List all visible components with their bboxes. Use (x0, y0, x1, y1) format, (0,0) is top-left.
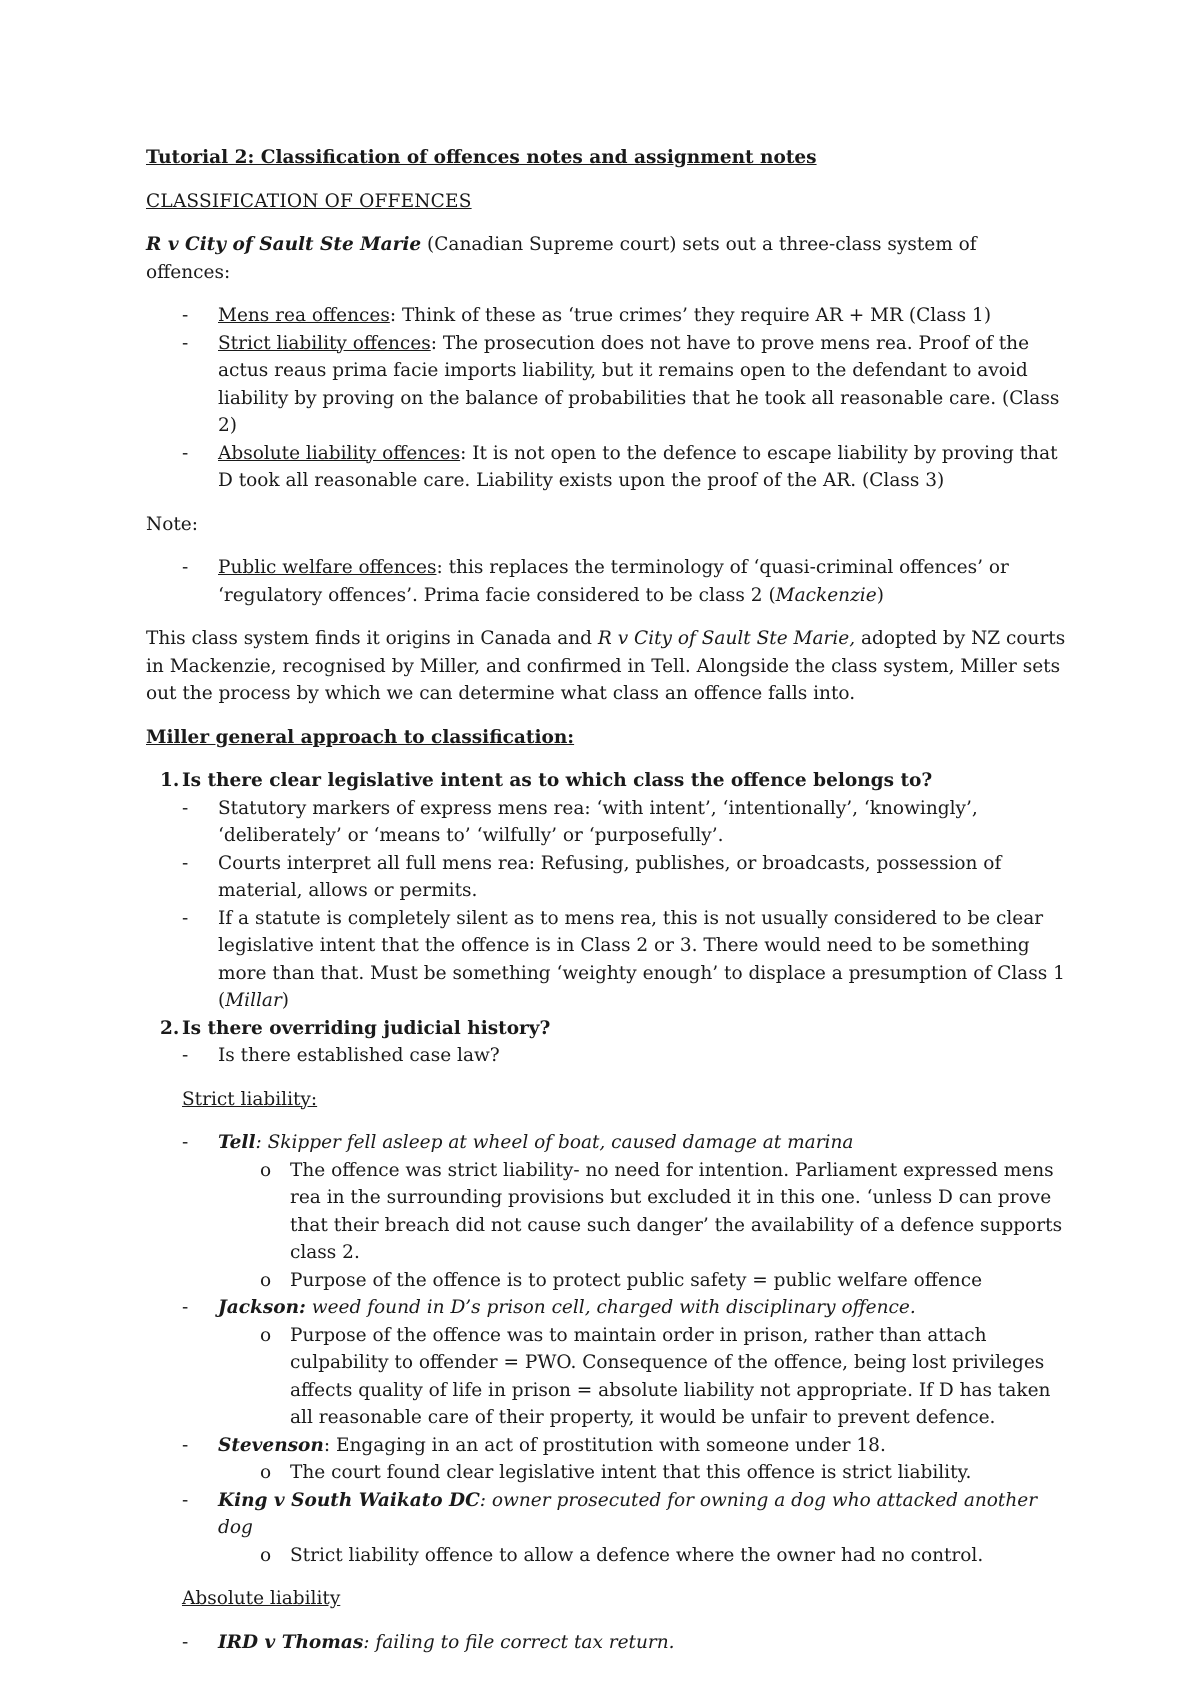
case-name: IRD v Thomas (218, 1631, 364, 1653)
note-end: ) (876, 584, 884, 606)
document-body (146, 144, 1066, 1672)
case-facts: : owner prosecuted for owning a dog who attacked another dog (218, 1489, 1038, 1538)
case-name: Tell (218, 1132, 256, 1153)
list-item: - Is there established case law? (146, 1042, 1066, 1070)
origin-paragraph (146, 625, 1066, 708)
case-item (146, 1294, 1066, 1432)
point-end: ) (281, 990, 290, 1011)
list-item (146, 302, 1066, 330)
question-points (182, 795, 1066, 1015)
case-facts: weed found in D’s prison cell, charged with disciplinary offence. (305, 1297, 916, 1318)
list-item: o Purpose of the offence was to maintain order in prison, rather than attach culpability to offender = PWO. Consequence of the offence, being lost privileges affects quality of life in prison = absolute liability not appropriate. If D has taken all reasonable care of their property, it would be unfair to prevent defence. (146, 1322, 1066, 1432)
section-heading-classification: CLASSIFICATION OF OFFENCES (146, 190, 472, 212)
question-item (146, 1015, 1066, 1070)
case-name: Millar (225, 990, 282, 1011)
question-item (146, 767, 1066, 1015)
list-item (146, 905, 1066, 1015)
case-name: Stevenson (218, 1434, 324, 1456)
class-term: Mens rea offences (218, 305, 390, 326)
question-text: Is there overriding judicial history? (182, 1017, 551, 1039)
note-label: Note: (146, 513, 198, 535)
case-item (146, 1129, 1066, 1294)
list-item (146, 440, 1066, 495)
question-number: 2. (160, 1017, 180, 1039)
case-name: Jackson: (218, 1297, 306, 1318)
absolute-case-list (146, 1629, 1066, 1657)
origin-text: adopted by NZ courts in Mackenzie, recognised by Miller, and confirmed in Tell. Alongside the class system, Miller sets out the process by which we can determine what class an offence falls into. (146, 628, 1066, 704)
case-item (146, 1629, 1066, 1657)
list-item (146, 330, 1066, 440)
class-text: : Think of these as ‘true crimes’ they require AR + MR (Class 1) (389, 305, 992, 326)
list-item: - Statutory markers of express mens rea: ‘with intent’, ‘intentionally’, ‘knowingly’, ‘deliberately’ or ‘means to’ ‘wilfully’ or ‘purposefully’. (146, 795, 1066, 850)
case-facts: : Skipper fell asleep at wheel of boat, caused damage at marina (255, 1132, 854, 1153)
class-term: Absolute liability offences (218, 442, 461, 464)
case-points (218, 1157, 1066, 1295)
case-points (218, 1459, 1066, 1487)
case-points (218, 1322, 1066, 1432)
class-text: : It is not open to the defence to escape liability by proving that D took all reasonable care. Liability exists upon the proof of the AR. (Class 3) (218, 442, 1058, 491)
origin-text: This class system finds it origins in Canada and (146, 628, 598, 649)
case-points (218, 1542, 1066, 1570)
list-item: - Courts interpret all full mens rea: Refusing, publishes, or broadcasts, possession of material, allows or permits. (146, 850, 1066, 905)
case-name: Mackenzie (775, 584, 877, 606)
case-name: King v South Waikato DC (218, 1489, 480, 1511)
intro-paragraph (146, 231, 1066, 286)
note-list (146, 554, 1066, 609)
absolute-liability-heading: Absolute liability (182, 1588, 341, 1609)
case-name: R v City of Sault Ste Marie, (597, 628, 856, 649)
list-item: o The court found clear legislative intent that this offence is strict liability. (146, 1459, 1066, 1487)
question-points (182, 1042, 1066, 1070)
list-item (146, 554, 1066, 609)
case-name: R v City of Sault Ste Marie (146, 234, 422, 255)
note-text: : this replaces the terminology of ‘quasi-criminal offences’ or ‘regulatory offences’. Prima facie considered to be class 2 ( (218, 557, 1009, 606)
list-item: o Purpose of the offence is to protect public safety = public welfare offence (146, 1267, 1066, 1295)
strict-case-list (146, 1129, 1066, 1569)
case-facts: : Engaging in an act of prostitution with someone under 18. (323, 1434, 886, 1456)
case-facts: : failing to file correct tax return. (363, 1631, 675, 1653)
case-item (146, 1432, 1066, 1487)
case-item (146, 1487, 1066, 1570)
strict-liability-heading: Strict liability: (182, 1088, 318, 1110)
document-title: Tutorial 2: Classification of offences notes and assignment notes (146, 147, 817, 168)
question-list (146, 767, 1066, 1070)
class-term: Strict liability offences (218, 332, 431, 354)
miller-heading: Miller general approach to classification: (146, 726, 575, 748)
question-number: 1. (160, 770, 180, 791)
list-item: o Strict liability offence to allow a defence where the owner had no control. (146, 1542, 1066, 1570)
list-item: o The offence was strict liability- no need for intention. Parliament expressed mens rea in the surrounding provisions but excluded it in this one. ‘unless D can prove that their breach did not cause such danger’ the availability of a defence supports class 2. (146, 1157, 1066, 1267)
class-text: : The prosecution does not have to prove mens rea. Proof of the actus reaus prima facie imports liability, but it remains open to the defendant to avoid liability by proving on the balance of probabilities that he took all reasonable care. (Class 2) (218, 332, 1060, 436)
intro-text: (Canadian Supreme court) sets out a three-class system of offences: (146, 234, 977, 283)
question-text: Is there clear legislative intent as to which class the offence belongs to? (182, 770, 933, 791)
class-list (146, 302, 1066, 495)
point-text: If a statute is completely silent as to mens rea, this is not usually considered to be clear legislative intent that the offence is in Class 2 or 3. There would need to be something more than that. Must be something ‘weighty enough’ to displace a presumption of Class 1 ( (218, 907, 1065, 1011)
note-term: Public welfare offences (218, 557, 437, 578)
